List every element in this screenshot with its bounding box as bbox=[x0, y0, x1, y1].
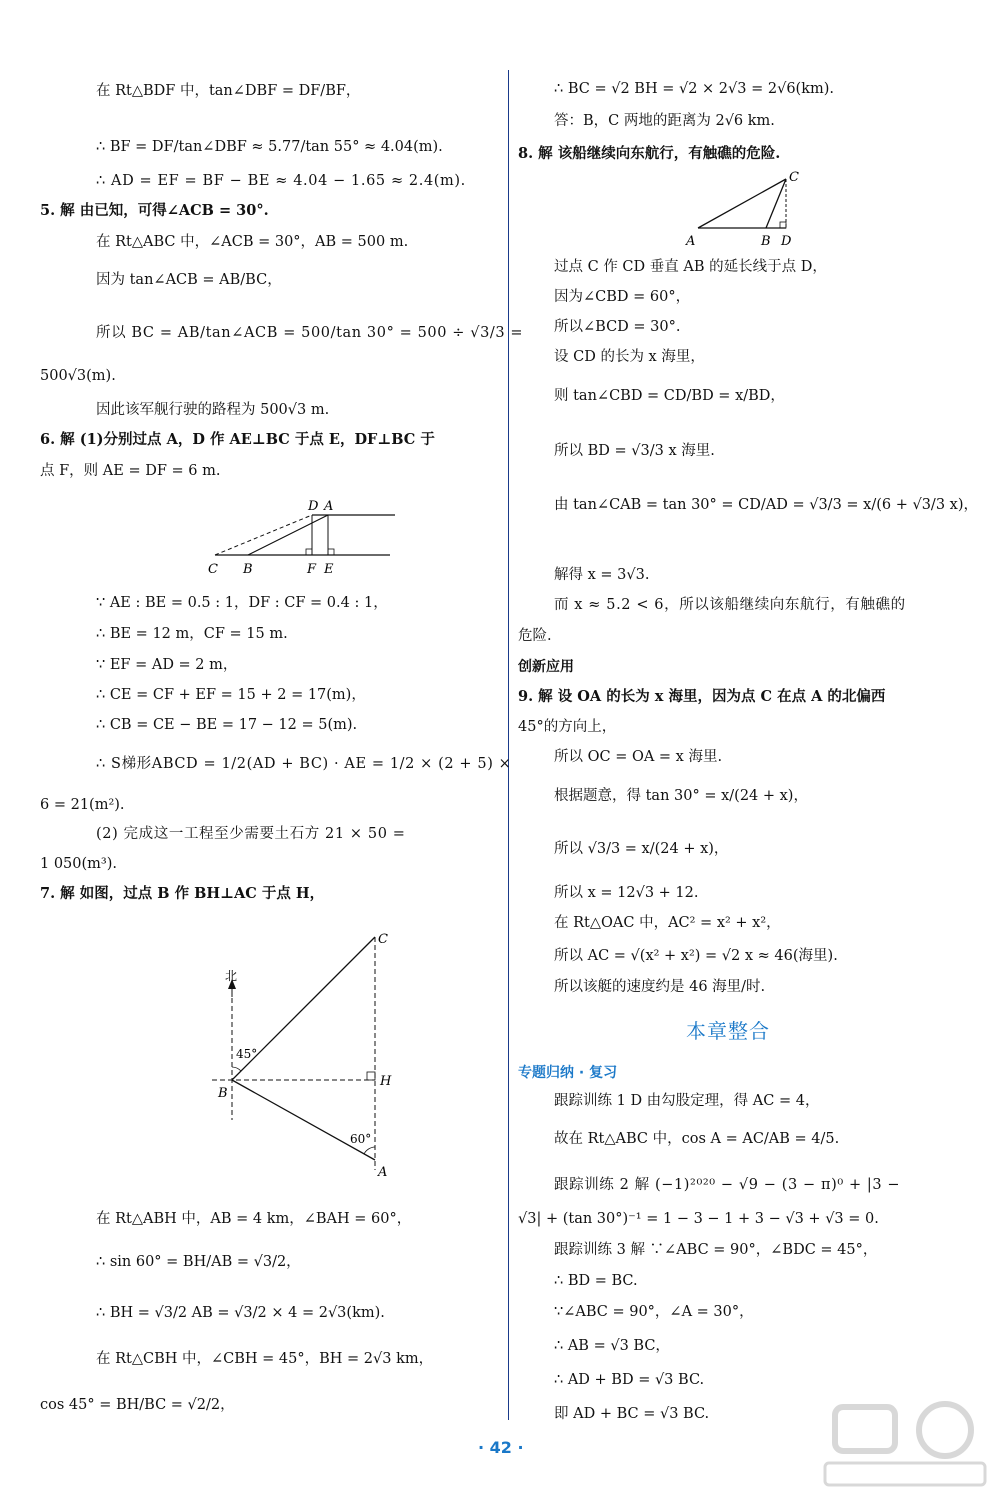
innovation-heading: 创新应用 bbox=[518, 659, 574, 675]
text-line: ∴ BF = DF/tan∠DBF ≈ 5.77/tan 55° ≈ 4.04(m). bbox=[96, 139, 443, 155]
text-line: ∵∠ABC = 90°，∠A = 30°， bbox=[554, 1304, 754, 1320]
text-line: 在 Rt△ABC 中，∠ACB = 30°，AB = 500 m. bbox=[96, 234, 409, 250]
problem-6-heading: 6. 解 (1)分别过点 A，D 作 AE⊥BC 于点 E，DF⊥BC 于 bbox=[40, 431, 435, 448]
fig7-label-h: H bbox=[380, 1074, 392, 1089]
review-subsection-title: 专题归纳 · 复习 bbox=[518, 1065, 618, 1081]
text-line: ∴ BE = 12 m，CF = 15 m. bbox=[96, 626, 288, 642]
text-line: 过点 C 作 CD 垂直 AB 的延长线于点 D， bbox=[554, 259, 827, 275]
text-line: 危险. bbox=[518, 628, 552, 644]
text-line: ∴ BC = √2 BH = √2 × 2√3 = 2√6(km). bbox=[554, 81, 835, 97]
fig7-label-60: 60° bbox=[350, 1132, 372, 1146]
text-line: 根据题意，得 tan 30° = x/(24 + x)， bbox=[554, 788, 808, 804]
problem-8-heading: 8. 解 该船继续向东航行，有触礁的危险. bbox=[518, 145, 781, 162]
problem-7-heading: 7. 解 如图，过点 B 作 BH⊥AC 于点 H， bbox=[40, 885, 325, 902]
text-line: 45°的方向上， bbox=[518, 719, 617, 735]
problem-5-heading: 5. 解 由已知，可得∠ACB = 30°. bbox=[40, 202, 269, 219]
fig6-label-f: F bbox=[307, 562, 317, 577]
chapter-summary-title: 本章整合 bbox=[686, 1019, 770, 1043]
text-line: ∴ sin 60° = BH/AB = √3/2， bbox=[96, 1254, 301, 1270]
column-divider bbox=[508, 70, 509, 1420]
text-line: 所以 √3/3 = x/(24 + x)， bbox=[554, 841, 729, 857]
text-line: 在 Rt△BDF 中，tan∠DBF = DF/BF， bbox=[96, 83, 361, 99]
fig6-label-c: C bbox=[208, 562, 218, 577]
problem-9-heading: 9. 解 设 OA 的长为 x 海里，因为点 C 在点 A 的北偏西 bbox=[518, 688, 886, 705]
text-line: 在 Rt△OAC 中，AC² = x² + x²， bbox=[554, 915, 781, 931]
text-line: 所以∠BCD = 30°. bbox=[554, 319, 681, 335]
text-line: cos 45° = BH/BC = √2/2， bbox=[40, 1397, 235, 1413]
text-line: 在 Rt△CBH 中，∠CBH = 45°，BH = 2√3 km， bbox=[96, 1351, 434, 1367]
text-line: 跟踪训练 3 解 ∵∠ABC = 90°，∠BDC = 45°， bbox=[554, 1242, 878, 1258]
text-line: 因为 tan∠ACB = AB/BC， bbox=[96, 272, 282, 288]
page-number: · 42 · bbox=[478, 1438, 524, 1457]
trapezoid-dam-figure bbox=[200, 495, 440, 580]
text-line: 所以 AC = √(x² + x²) = √2 x ≈ 46(海里). bbox=[554, 948, 838, 964]
bearing-triangle-figure bbox=[200, 925, 410, 1180]
text-line: 所以 BD = √3/3 x 海里. bbox=[554, 443, 715, 459]
fig7-label-a: A bbox=[378, 1165, 388, 1180]
text-line: 所以 BC = AB/tan∠ACB = 500/tan 30° = 500 ÷ √3/3 = bbox=[96, 325, 524, 341]
fig7-label-c: C bbox=[378, 932, 388, 947]
text-line: √3| + (tan 30°)⁻¹ = 1 − 3 − 1 + 3 − √3 + √3 = 0. bbox=[518, 1211, 879, 1227]
fig8-label-b: B bbox=[761, 234, 771, 249]
text-line: 故在 Rt△ABC 中，cos A = AC/AB = 4/5. bbox=[554, 1131, 840, 1147]
text-line: ∴ S梯形ABCD = 1/2(AD + BC) · AE = 1/2 × (2 + 5) × bbox=[96, 756, 512, 772]
text-line: 1 050(m³). bbox=[40, 856, 117, 872]
text-line: 点 F，则 AE = DF = 6 m. bbox=[40, 463, 221, 479]
text-line: ∴ BD = BC. bbox=[554, 1273, 638, 1289]
text-line: 由 tan∠CAB = tan 30° = CD/AD = √3/3 = x/(6 + √3/3 x)， bbox=[554, 497, 978, 513]
text-line: ∵ AE : BE = 0.5 : 1，DF : CF = 0.4 : 1， bbox=[96, 595, 388, 611]
text-line: 跟踪训练 1 D 由勾股定理，得 AC = 4， bbox=[554, 1093, 820, 1109]
text-line: 设 CD 的长为 x 海里， bbox=[554, 349, 705, 365]
text-line: ∵ EF = AD = 2 m， bbox=[96, 657, 238, 673]
fig8-label-d: D bbox=[781, 234, 792, 249]
fig8-label-a: A bbox=[686, 234, 696, 249]
text-line: ∴ CB = CE − BE = 17 − 12 = 5(m). bbox=[96, 717, 358, 733]
text-line: ∴ AB = √3 BC， bbox=[554, 1338, 670, 1354]
text-line: 因此该军舰行驶的路程为 500√3 m. bbox=[96, 402, 330, 418]
text-line: ∴ CE = CF + EF = 15 + 2 = 17(m)， bbox=[96, 687, 366, 703]
text-line: ∴ AD = EF = BF − BE ≈ 4.04 − 1.65 ≈ 2.4(m). bbox=[96, 173, 466, 189]
text-line: 所以 OC = OA = x 海里. bbox=[554, 749, 723, 765]
watermark-logo bbox=[815, 1395, 995, 1495]
text-line: 500√3(m). bbox=[40, 368, 116, 384]
text-line: ∴ BH = √3/2 AB = √3/2 × 4 = 2√3(km). bbox=[96, 1305, 385, 1321]
text-line: ∴ AD + BD = √3 BC. bbox=[554, 1372, 705, 1388]
fig8-label-c: C bbox=[789, 170, 799, 185]
text-line: 所以该艇的速度约是 46 海里/时. bbox=[554, 979, 766, 995]
text-line: 答：B，C 两地的距离为 2√6 km. bbox=[554, 113, 775, 129]
fig6-label-d: D bbox=[308, 499, 319, 514]
fig7-label-north: 北 bbox=[225, 969, 238, 983]
text-line: 即 AD + BC = √3 BC. bbox=[554, 1406, 710, 1422]
text-line: 在 Rt△ABH 中，AB = 4 km，∠BAH = 60°， bbox=[96, 1211, 412, 1227]
fig6-label-a: A bbox=[324, 499, 334, 514]
text-line: 解得 x = 3√3. bbox=[554, 567, 650, 583]
text-line: 而 x ≈ 5.2 < 6，所以该船继续向东航行，有触礁的 bbox=[554, 597, 906, 613]
text-line: (2) 完成这一工程至少需要土石方 21 × 50 = bbox=[96, 826, 406, 842]
fig6-label-e: E bbox=[324, 562, 334, 577]
text-line: 则 tan∠CBD = CD/BD = x/BD， bbox=[554, 388, 785, 404]
text-line: 跟踪训练 2 解 (−1)²⁰²⁰ − √9 − (3 − π)⁰ + |3 − bbox=[554, 1177, 901, 1193]
fig7-label-b: B bbox=[218, 1086, 228, 1101]
text-line: 6 = 21(m²). bbox=[40, 797, 125, 813]
reef-triangle-figure bbox=[678, 165, 828, 250]
fig7-label-45: 45° bbox=[236, 1047, 258, 1061]
fig6-label-b: B bbox=[243, 562, 253, 577]
text-line: 因为∠CBD = 60°， bbox=[554, 289, 691, 305]
text-line: 所以 x = 12√3 + 12. bbox=[554, 885, 699, 901]
